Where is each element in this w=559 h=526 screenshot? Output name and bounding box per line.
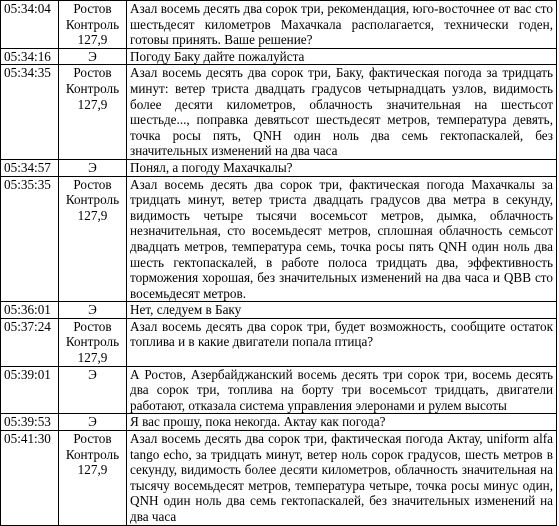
table-row — [1, 176, 557, 302]
speaker-line: Э — [88, 302, 97, 318]
speaker-line: Контроль — [65, 192, 120, 208]
message-text: Азал восемь десять два сорок три, фактическая погода Актау, uniform alfa tango echo, за тридцать минут, ветер ноль сорок градусов, шесть метров в секунду, видимость более десяти километров, облачность значительная на тысячу восемьдесят метров, температура четыре, точка росы минус один, QNH один ноль два семь гектопаскалей, без значительных изменений на два часа — [127, 431, 557, 526]
speaker-line: Ростов — [73, 65, 112, 81]
speaker-line: Э — [88, 48, 97, 64]
timestamp: 05:34:16 — [1, 48, 59, 65]
speaker-line: Контроль — [65, 16, 120, 32]
timestamp: 05:39:01 — [1, 366, 59, 414]
table-row — [1, 431, 557, 526]
speaker-cell — [59, 65, 127, 160]
speaker-line: Ростов — [73, 318, 112, 334]
speaker-line: 127,9 — [77, 350, 108, 366]
message-text: Я вас прошу, пока некогда. Актау как погода? — [127, 414, 557, 431]
table-row — [1, 159, 557, 176]
timestamp: 05:34:57 — [1, 159, 59, 176]
speaker-cell — [59, 1, 127, 49]
speaker-line: 127,9 — [77, 462, 108, 478]
table-row — [1, 48, 557, 65]
speaker-line: 127,9 — [77, 96, 108, 112]
speaker-line: Контроль — [65, 446, 120, 462]
message-text: А Ростов, Азербайджанский восемь десять три сорок три, восемь десять два сорок три, топлива на борту три восемьсот тридцать, двигатели работают, отказала система управления элеронами и рулем высоты — [127, 366, 557, 414]
message-text: Нет, следуем в Баку — [127, 302, 557, 319]
speaker-line: Ростов — [73, 1, 112, 16]
speaker-line: 127,9 — [77, 207, 108, 223]
speaker-line: Ростов — [73, 176, 112, 192]
timestamp: 05:37:24 — [1, 318, 59, 366]
timestamp: 05:41:30 — [1, 431, 59, 526]
timestamp: 05:36:01 — [1, 302, 59, 319]
table-row — [1, 366, 557, 414]
timestamp: 05:34:04 — [1, 1, 59, 49]
timestamp: 05:35:35 — [1, 176, 59, 302]
speaker-line: Э — [88, 414, 97, 430]
speaker-cell — [59, 366, 127, 414]
speaker-cell — [59, 414, 127, 431]
table-row — [1, 65, 557, 160]
timestamp: 05:39:53 — [1, 414, 59, 431]
table-row — [1, 302, 557, 319]
message-text: Азал восемь десять два сорок три, будет возможность, сообщите остаток топлива и в какие двигатели попала птица? — [127, 318, 557, 366]
speaker-line: 127,9 — [77, 32, 108, 48]
table-row — [1, 414, 557, 431]
message-text: Азал восемь десять два сорок три, рекомендация, юго-восточнее от вас сто шестьдесят километров Махачкала располагается, технически годен, готовы принять. Ваше решение? — [127, 1, 557, 49]
message-text: Азал восемь десять два сорок три, Баку, фактическая погода за тридцать минут: ветер триста двадцать градусов четырнадцать узлов, видимость более десяти километров, облачность значительная на шестьсот шестьде..., поправка девятьсот шестьдесят метров, температура девять, точка росы пять, QNH один ноль два семь гектопаскалей, без значительных изменений на два часа — [127, 65, 557, 160]
speaker-line: Контроль — [65, 334, 120, 350]
table-row — [1, 318, 557, 366]
speaker-cell — [59, 48, 127, 65]
message-text: Понял, а погоду Махачкалы? — [127, 159, 557, 176]
speaker-line: Контроль — [65, 80, 120, 96]
transcript-body — [1, 1, 557, 526]
speaker-line: Ростов — [73, 431, 112, 447]
speaker-cell — [59, 159, 127, 176]
timestamp: 05:34:35 — [1, 65, 59, 160]
table-row — [1, 1, 557, 49]
speaker-cell — [59, 431, 127, 526]
speaker-cell — [59, 176, 127, 302]
speaker-cell — [59, 302, 127, 319]
speaker-cell — [59, 318, 127, 366]
message-text: Погоду Баку дайте пожалуйста — [127, 48, 557, 65]
message-text: Азал восемь десять два сорок три, фактическая погода Махачкалы за тридцать минут, ветер триста двадцать градусов два метра в секунду, видимость четыре тысячи восемьсот метров, дымка, облачность незначительная, сто восемьдесят метров, сплошная облачность семьсот двадцать метров, температура семь, точка росы пять QNH один ноль два шесть гектопаскалей, в работе полоса тридцать два, эффективность торможения хорошая, без значительных изменений на два часа и QBB сто восемьдесят метров. — [127, 176, 557, 302]
speaker-line: Э — [88, 159, 97, 175]
speaker-line: Э — [88, 366, 97, 382]
